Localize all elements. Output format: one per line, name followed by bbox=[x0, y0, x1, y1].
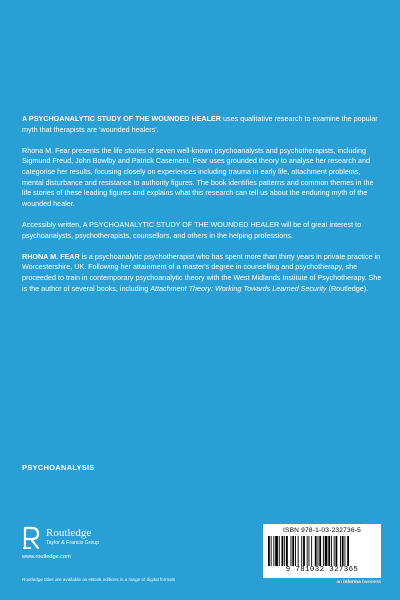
publisher-tagline: Taylor & Francis Group bbox=[46, 540, 100, 546]
informa-business-note bbox=[263, 580, 381, 585]
routledge-logo-icon bbox=[22, 526, 42, 550]
publisher-block bbox=[22, 526, 212, 562]
informa-wordmark: informa bbox=[343, 580, 361, 585]
barcode-icon bbox=[268, 536, 376, 566]
ebook-note: Routledge titles are available as eBook editions in a range of digital formats bbox=[22, 577, 176, 582]
author-bio-text: is a psychoanalytic psychotherapist who has spent more than thirty years in private practice in Worcestershire, UK. Following her attainment of a master's degree in counselling and psychotherapy, she proceeded to train in contemporary psychoanalytic theory with the West Midlands Institute of Psychotherapy. She is the author of several books, including bbox=[22, 251, 382, 293]
author-book-title: Attachment Theory: Working Towards Learned Security bbox=[150, 283, 327, 293]
blurb-paragraph-summary: Rhona M. Fear presents the life stories of seven well-known psychoanalysts and psychotherapists, including Sigmund Freud, John Bowlby and Patrick Casement. Fear uses grounded theory to analyse her research and categorise her results, focusing closely on experiences including trauma in early life, attachment problems, mental disturbance and resistance to authority figures. The book identifies patterns and common themes in the life stories of these leading figures and explains what this research can tell us about the enduring myth of the wounded healer. bbox=[22, 145, 374, 208]
barcode-digits: 9 781032 327365 bbox=[285, 566, 359, 574]
intro-text: uses qualitative research to examine the popular myth that therapists are 'wounded healers'. bbox=[22, 114, 378, 134]
author-bio-end: (Routledge). bbox=[326, 283, 369, 293]
publisher-url[interactable]: www.routledge.com bbox=[22, 554, 71, 560]
informa-prefix: an bbox=[336, 580, 344, 585]
informa-suffix: business bbox=[360, 580, 381, 585]
subject-category: PSYCHOANALYSIS bbox=[22, 463, 95, 472]
publisher-name: Routledge bbox=[46, 527, 92, 539]
back-cover-blurb bbox=[22, 114, 382, 305]
blurb-paragraph-audience: Accessibly written, A PSYCHOANALYTIC STUDY OF THE WOUNDED HEALER will be of great interest to psychoanalysts, psychotherapists, counsellors, and others in the helping professions. bbox=[22, 219, 362, 240]
barcode-panel bbox=[263, 524, 381, 578]
author-name: RHONA M. FEAR bbox=[22, 251, 80, 261]
blurb-paragraph-intro bbox=[22, 114, 382, 135]
author-bio bbox=[22, 252, 382, 294]
book-title-inline: A PSYCHOANALYTIC STUDY OF THE WOUNDED HEALER bbox=[22, 114, 221, 123]
isbn-number: ISBN 978-1-03-232736-5 bbox=[282, 527, 362, 534]
